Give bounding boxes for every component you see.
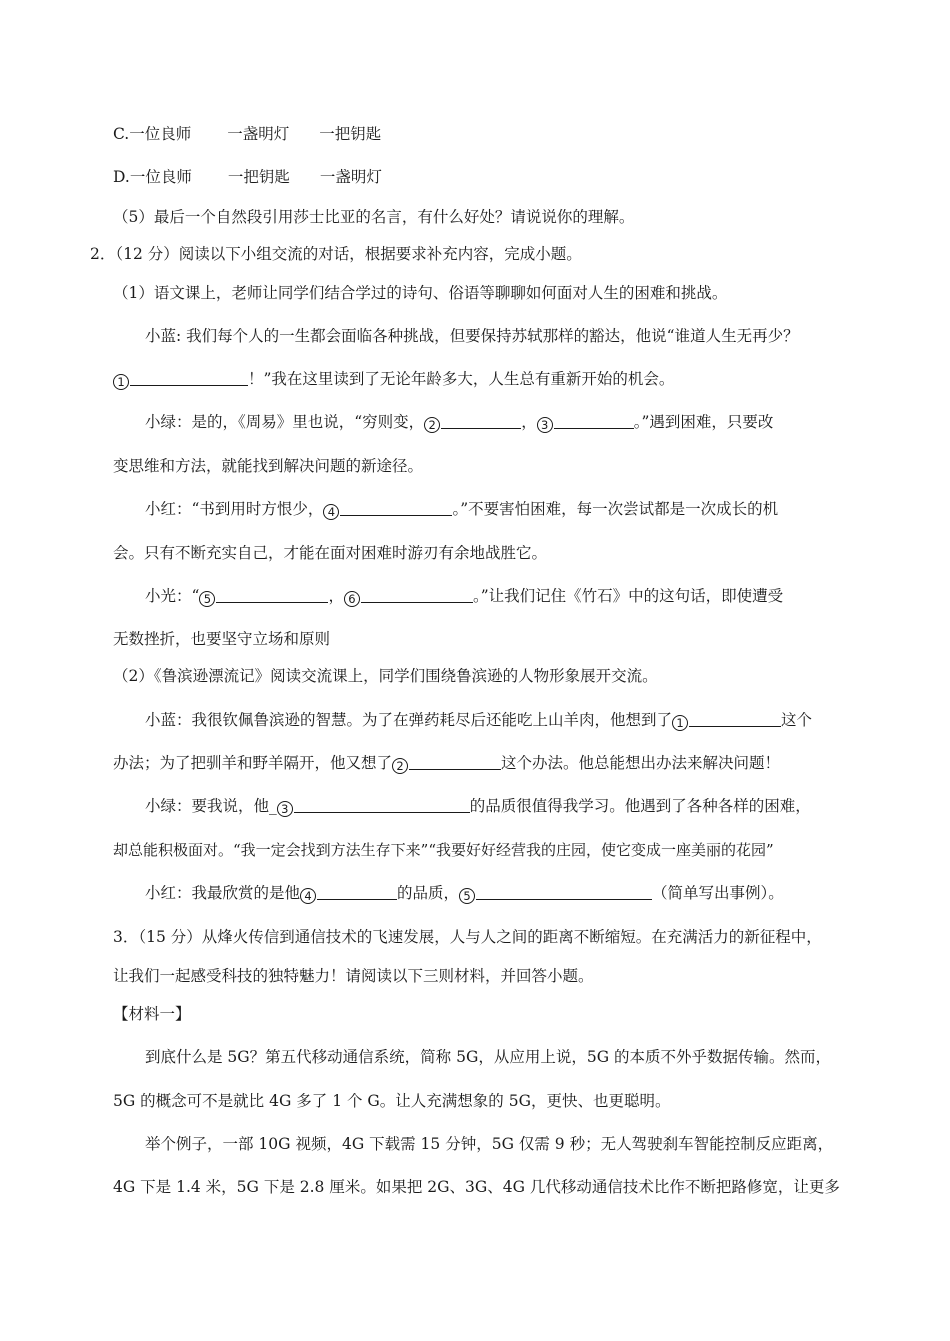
q1-subquestion-5: （5）最后一个自然段引用莎士比亚的名言，有什么好处？请说说你的理解。 [113, 208, 635, 226]
answer-blank-3[interactable] [554, 414, 634, 429]
option-item: 一把钥匙 [319, 125, 382, 143]
answer-number-5: 5 [459, 888, 475, 904]
dialogue-text: 小光：“ [145, 587, 200, 605]
option-item: 一位良师 [129, 125, 192, 143]
answer-number-6: 6 [344, 591, 360, 607]
dialogue-text: 。”不要害怕困难，每一次尝试都是一次成长的机 [452, 500, 779, 518]
answer-blank-2[interactable] [409, 755, 501, 770]
answer-blank-5[interactable] [476, 885, 652, 900]
dialogue-xiaolan-2b [113, 753, 780, 774]
dialogue-text: 。”遇到困难，只要改 [633, 413, 774, 431]
answer-number-4: 4 [323, 504, 339, 520]
dialogue-text: ， [328, 587, 344, 605]
dialogue-xiaoguang-b: 无数挫折，也要坚守立场和原则 [113, 630, 331, 648]
answer-number-3: 3 [277, 801, 293, 817]
dialogue-xiaohong-1a [145, 499, 778, 520]
dialogue-text: ， [521, 413, 537, 431]
q2-part2-intro: （2）《鲁滨逊漂流记》阅读交流课上，同学们围绕鲁滨逊的人物形象展开交流。 [113, 667, 658, 685]
dialogue-xiaohong-2 [145, 883, 784, 904]
answer-blank-1[interactable] [130, 371, 248, 386]
dialogue-text: 小红：我最欣赏的是他 [145, 884, 301, 902]
dialogue-text: 的品质， [397, 884, 460, 902]
dialogue-text: 这个 [781, 711, 813, 729]
option-item: 一盏明灯 [319, 168, 382, 186]
dialogue-xiaohong-1b: 会。只有不断充实自己，才能在面对困难时游刃有余地战胜它。 [113, 544, 548, 562]
material1-para2-a: 举个例子，一部 10G 视频，4G 下载需 15 分钟，5G 仅需 9 秒；无人驾驶刹车智能控制反应距离， [145, 1135, 834, 1153]
answer-blank-4[interactable] [317, 885, 397, 900]
q2-part1-intro: （1）语文课上，老师让同学们结合学过的诗句、俗语等聊聊如何面对人生的困难和挑战。 [113, 284, 728, 302]
answer-number-2: 2 [424, 417, 440, 433]
dialogue-xiaolan-1b [113, 369, 674, 390]
dialogue-text: （简单写出事例）。 [652, 884, 784, 902]
dialogue-text: 办法；为了把驯羊和野羊隔开，他又想了 [113, 754, 393, 772]
dialogue-text: 小红：“书到用时方恨少， [145, 500, 324, 518]
material-label: 【材料一】 [113, 1005, 191, 1023]
answer-number-1: 1 [672, 715, 688, 731]
dialogue-text: 小蓝：我很钦佩鲁滨逊的智慧。为了在弹药耗尽后还能吃上山羊肉，他想到了 [145, 711, 673, 729]
dialogue-text: 。”让我们记住《竹石》中的这句话，即使遭受 [472, 587, 784, 605]
q2-stem: 2．（12 分）阅读以下小组交流的对话，根据要求补充内容，完成小题。 [90, 245, 582, 263]
dialogue-text: 这个办法。他总能想出办法来解决问题！ [501, 754, 781, 772]
dialogue-xiaolv-1a [145, 412, 773, 433]
option-d [113, 167, 382, 187]
option-letter: D. [113, 168, 130, 186]
answer-blank-3[interactable] [294, 798, 470, 813]
dialogue-xiaoguang-a [145, 586, 783, 607]
dialogue-text: 的品质很值得我学习。他遇到了各种各样的困难， [469, 797, 811, 815]
answer-blank-4[interactable] [340, 501, 452, 516]
option-item: 一盏明灯 [227, 125, 290, 143]
answer-blank-5[interactable] [216, 588, 328, 603]
answer-number-4: 4 [300, 888, 316, 904]
answer-blank-2[interactable] [441, 414, 521, 429]
answer-blank-6[interactable] [361, 588, 473, 603]
answer-number-2: 2 [392, 758, 408, 774]
dialogue-xiaolan-1a: 小蓝: 我们每个人的一生都会面临各种挑战，但要保持苏轼那样的豁达，他说“谁道人生无再少？ [145, 327, 799, 345]
answer-number-1: 1 [113, 374, 129, 390]
material1-para1-b: 5G 的概念可不是就比 4G 多了 1 个 G。让人充满想象的 5G，更快、也更聪明。 [113, 1092, 671, 1110]
dialogue-xiaolv-1b: 变思维和方法，就能找到解决问题的新途径。 [113, 457, 424, 475]
material1-para2-b: 4G 下是 1.4 米，5G 下是 2.8 厘米。如果把 2G、3G、4G 几代移动通信技术比作不断把路修宽，让更多 [113, 1178, 840, 1196]
dialogue-text: 小绿：是的，《周易》里也说，“穷则变， [145, 413, 425, 431]
answer-number-3: 3 [537, 417, 553, 433]
q3-stem-b: 让我们一起感受科技的独特魅力！请阅读以下三则材料，并回答小题。 [113, 967, 594, 985]
material1-para1-a: 到底什么是 5G？第五代移动通信系统，简称 5G，从应用上说，5G 的本质不外乎数据传输。然而， [145, 1048, 832, 1066]
answer-number-5: 5 [199, 591, 215, 607]
dialogue-xiaolv-2b: 却总能积极面对。“我一定会找到方法生存下来”“我要好好经营我的庄园，使它变成一座美丽的花园” [113, 841, 774, 859]
dialogue-xiaolv-2a [145, 796, 811, 817]
option-c [113, 124, 381, 144]
dialogue-text: ！”我在这里读到了无论年龄多大，人生总有重新开始的机会。 [248, 370, 675, 388]
answer-blank-1[interactable] [689, 712, 781, 727]
dialogue-text: 小绿：要我说，他_ [145, 797, 277, 815]
dialogue-xiaolan-2a [145, 710, 812, 731]
option-item: 一把钥匙 [227, 168, 290, 186]
option-item: 一位良师 [129, 168, 192, 186]
option-letter: C. [113, 125, 130, 143]
q3-stem-a: 3．（15 分）从烽火传信到通信技术的飞速发展，人与人之间的距离不断缩短。在充满活力的新征程中， [113, 928, 822, 946]
